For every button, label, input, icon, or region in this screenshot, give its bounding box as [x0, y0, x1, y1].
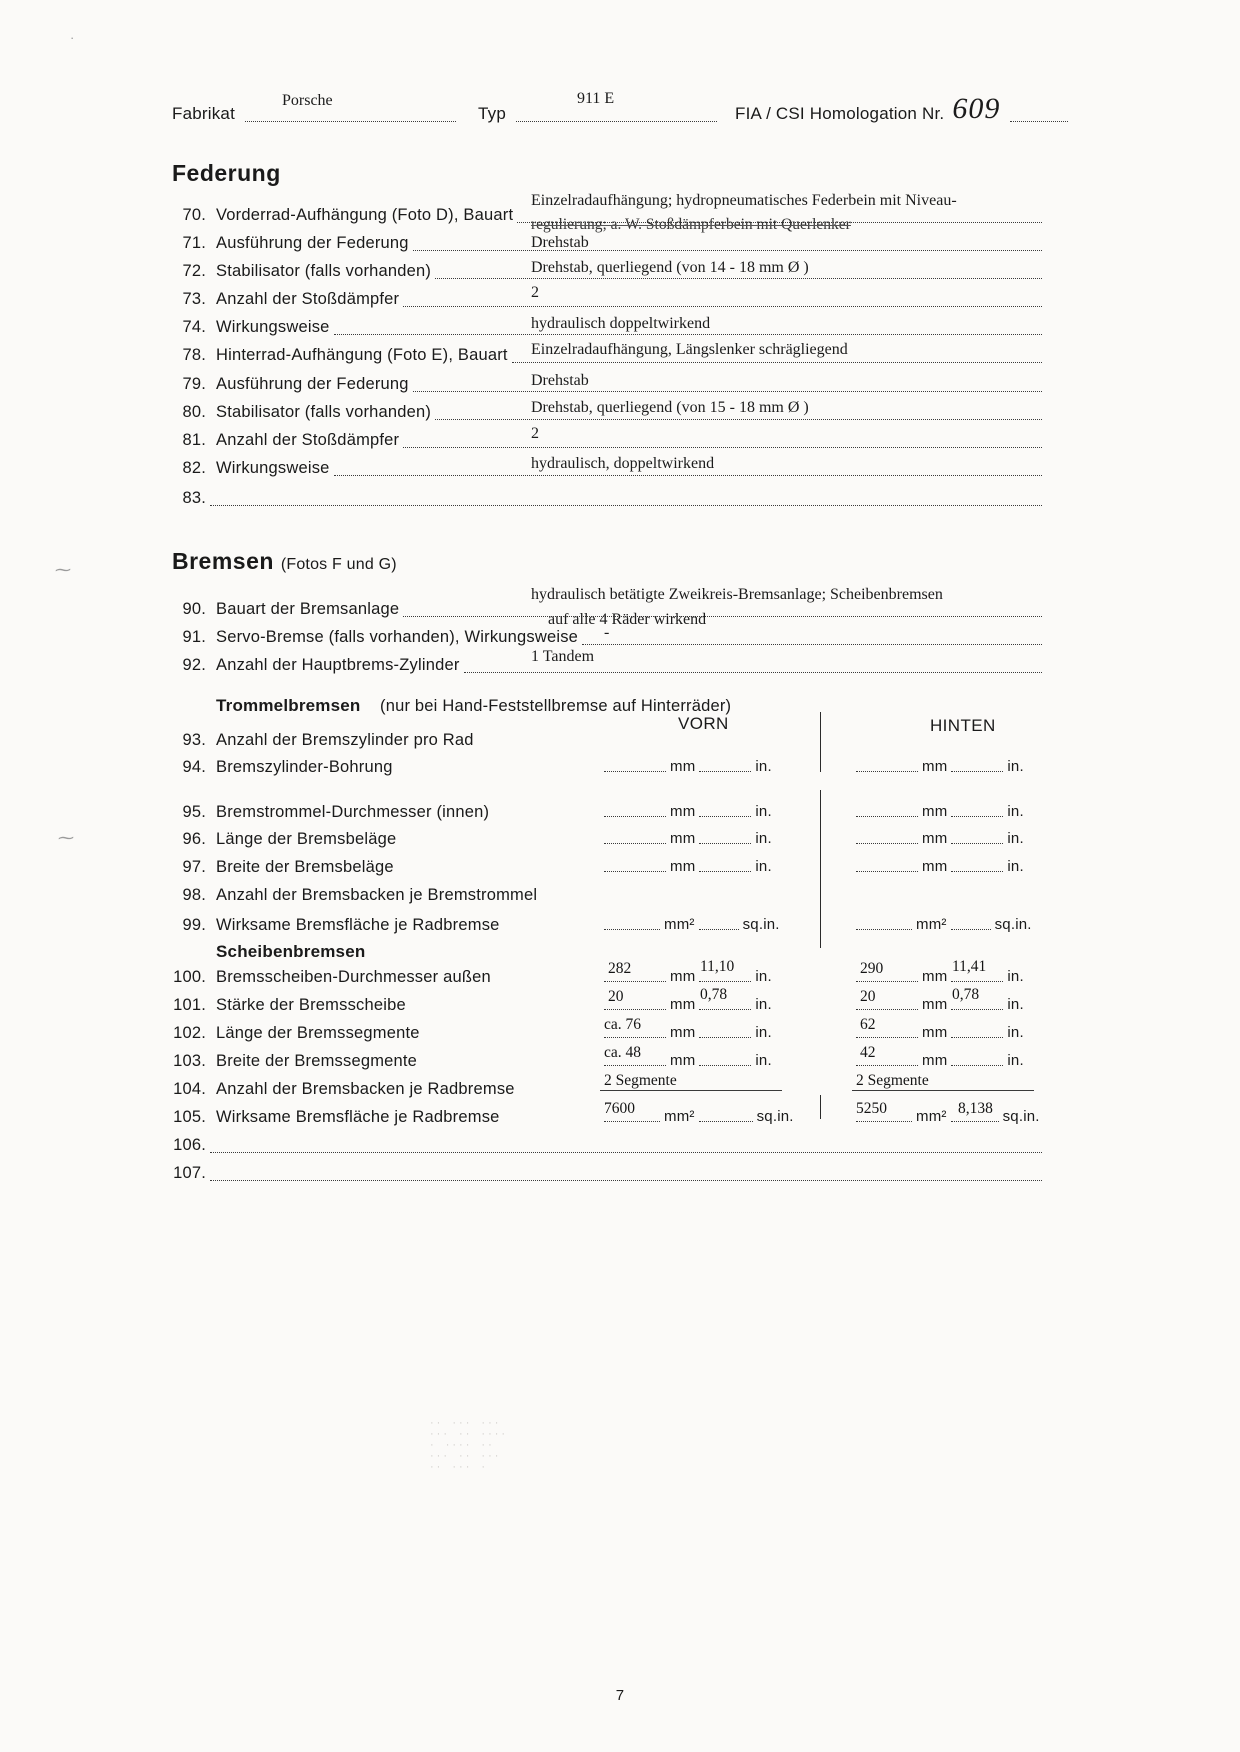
trommelbremsen-title: Trommelbremsen [216, 696, 361, 715]
row-94-unit-mm-rear: mm [922, 758, 948, 775]
row-107-number: 107. [173, 1164, 206, 1182]
row-100-unit-in-rear: in. [1007, 968, 1024, 985]
row-102-unit-mm-rear: mm [922, 1024, 948, 1041]
item-83 [172, 489, 1046, 510]
row-104-label: Anzahl der Bremsbacken je Radbremse [216, 1080, 515, 1098]
row-96-units-rear [856, 830, 1028, 848]
row-103-unit-in-rear: in. [1007, 1052, 1024, 1069]
row-99-unit-mm2-rear: mm² [916, 916, 947, 933]
row-97-units-front [604, 858, 776, 876]
page-speck-left-2: ⁓ [58, 830, 74, 847]
row-95-units-front [604, 803, 776, 821]
row-102-unit-in-front: in. [755, 1024, 772, 1041]
row-98 [172, 886, 537, 907]
item-71-number: 71. [182, 234, 206, 252]
row-97-unit-in-rear: in. [1007, 858, 1024, 875]
typ-field [506, 121, 721, 126]
row-104 [172, 1080, 515, 1101]
row-96-number: 96. [182, 830, 206, 848]
page-speck-left-1: ⁓ [55, 562, 71, 579]
row-94-units-rear [856, 758, 1028, 776]
item-81-value: 2 [531, 425, 539, 442]
item-79-value: Drehstab [531, 372, 589, 389]
item-70-label: Vorderrad-Aufhängung (Foto D), Bauart [216, 206, 514, 224]
row-102 [172, 1024, 420, 1045]
row-97-number: 97. [182, 858, 206, 876]
row-95-unit-in-rear: in. [1007, 803, 1024, 820]
item-81 [172, 431, 1046, 452]
page-speck-top: · [70, 30, 75, 45]
row-100-label: Bremsscheiben-Durchmesser außen [216, 968, 491, 986]
row-101-value-rear-in: 0,78 [952, 986, 980, 1003]
row-95-unit-mm-front: mm [670, 803, 696, 820]
column-divider-mid [820, 790, 821, 916]
typ-value: 911 E [577, 90, 615, 107]
typ-label: Typ [478, 104, 507, 123]
item-91-value: - [604, 624, 610, 641]
item-78-number: 78. [182, 346, 206, 364]
row-96-unit-in-front: in. [755, 830, 772, 847]
row-99-unit-sqin-rear: sq.in. [994, 916, 1032, 933]
row-105-unit-mm2-front: mm² [664, 1108, 695, 1125]
row-106 [172, 1136, 1046, 1157]
row-103-unit-mm-rear: mm [922, 1052, 948, 1069]
row-97 [172, 858, 394, 879]
row-98-label: Anzahl der Bremsbacken je Bremstrommel [216, 886, 538, 904]
row-103-number: 103. [173, 1052, 206, 1070]
row-104-number: 104. [173, 1080, 206, 1098]
item-80-value: Drehstab, querliegend (von 15 - 18 mm Ø ) [531, 399, 809, 416]
item-74-label: Wirkungsweise [216, 318, 330, 336]
row-99-unit-sqin-front: sq.in. [742, 916, 780, 933]
row-100-value-rear-in: 11,41 [952, 958, 987, 975]
row-100-value-rear-mm: 290 [860, 960, 884, 977]
row-99-label: Wirksame Bremsfläche je Radbremse [216, 916, 500, 934]
row-95-units-rear [856, 803, 1028, 821]
item-92 [172, 656, 1046, 677]
row-94-unit-in-rear: in. [1007, 758, 1024, 775]
row-103-unit-in-front: in. [755, 1052, 772, 1069]
row-96-unit-mm-front: mm [670, 830, 696, 847]
item-92-number: 92. [182, 656, 206, 674]
row-102-number: 102. [173, 1024, 206, 1042]
row-96-unit-mm-rear: mm [922, 830, 948, 847]
row-93-label: Anzahl der Bremszylinder pro Rad [216, 731, 474, 749]
homologation-number: 609 [952, 92, 1001, 125]
row-99-units-front [604, 916, 784, 934]
fabrikat-value: Porsche [282, 92, 333, 109]
item-91-number: 91. [182, 628, 206, 646]
item-73 [172, 290, 1046, 311]
row-93 [172, 731, 474, 752]
row-100-unit-mm-front: mm [670, 968, 696, 985]
item-92-label: Anzahl der Hauptbrems-Zylinder [216, 656, 460, 674]
bremsen-title-sub: (Fotos F und G) [280, 556, 397, 573]
row-105-number: 105. [173, 1108, 206, 1126]
item-92-value: 1 Tandem [531, 648, 595, 665]
row-107 [172, 1164, 1046, 1185]
page-number: 7 [615, 1687, 625, 1704]
item-71-value: Drehstab [531, 234, 589, 251]
row-101-units-rear [856, 996, 1028, 1014]
row-104-value-rear: 2 Segmente [856, 1072, 929, 1089]
page-watermark: ·· ··· ··· ··· ·· ···· · ···· ·· ··· ·· ··· ·· ··· · [430, 1418, 509, 1473]
row-101-unit-mm-front: mm [670, 996, 696, 1013]
row-95-label: Bremstrommel-Durchmesser (innen) [216, 803, 490, 821]
row-102-value-rear-mm: 62 [860, 1016, 876, 1033]
row-96-units-front [604, 830, 776, 848]
row-94-unit-mm-front: mm [670, 758, 696, 775]
row-105-value-front-mm2: 7600 [604, 1100, 635, 1117]
row-96-label: Länge der Bremsbeläge [216, 830, 397, 848]
row-97-unit-in-front: in. [755, 858, 772, 875]
row-101-value-rear-mm: 20 [860, 988, 876, 1005]
row-94-unit-in-front: in. [755, 758, 772, 775]
row-99-unit-mm2-front: mm² [664, 916, 695, 933]
row-101-unit-in-rear: in. [1007, 996, 1024, 1013]
row-101-units-front [604, 996, 776, 1014]
row-104-underline-rear [852, 1090, 1034, 1091]
row-94-label: Bremszylinder-Bohrung [216, 758, 393, 776]
column-header-rear: HINTEN [930, 716, 996, 735]
row-98-number: 98. [182, 886, 206, 904]
row-101 [172, 996, 406, 1017]
item-80-label: Stabilisator (falls vorhanden) [216, 403, 432, 421]
item-90-value-continuation: auf alle 4 Räder wirkend [548, 611, 707, 628]
item-70-struck-continuation: regulierung; a. W. Stoßdämpferbein mit Querlenker [531, 216, 851, 233]
item-82-number: 82. [182, 459, 206, 477]
row-103-label: Breite der Bremssegmente [216, 1052, 418, 1070]
fabrikat-label: Fabrikat [172, 104, 236, 123]
row-105-unit-mm2-rear: mm² [916, 1108, 947, 1125]
item-71 [172, 234, 1046, 255]
row-101-value-front-in: 0,78 [700, 986, 728, 1003]
section-title-federung: Federung [172, 160, 281, 186]
row-105-unit-sqin-rear: sq.in. [1002, 1108, 1040, 1125]
row-103-value-rear-mm: 42 [860, 1044, 876, 1061]
item-81-number: 81. [182, 431, 206, 449]
item-71-label: Ausführung der Federung [216, 234, 409, 252]
column-header-front: VORN [678, 714, 729, 733]
row-103-unit-mm-front: mm [670, 1052, 696, 1069]
row-101-value-front-mm: 20 [608, 988, 624, 1005]
row-100-value-front-in: 11,10 [700, 958, 735, 975]
trommelbremsen-note: (nur bei Hand-Feststellbremse auf Hinterräder) [380, 697, 732, 715]
row-102-unit-in-rear: in. [1007, 1024, 1024, 1041]
item-73-label: Anzahl der Stoßdämpfer [216, 290, 400, 308]
row-97-unit-mm-front: mm [670, 858, 696, 875]
row-99-number: 99. [182, 916, 206, 934]
row-105-value-rear-sqin: 8,138 [958, 1100, 993, 1117]
row-94-units-front [604, 758, 776, 776]
row-97-units-rear [856, 858, 1028, 876]
section-title-bremsen [172, 548, 397, 575]
row-95 [172, 803, 489, 824]
homologation-label: FIA / CSI Homologation Nr. [735, 104, 945, 123]
scheibenbremsen-title: Scheibenbremsen [216, 942, 366, 961]
item-73-value: 2 [531, 284, 539, 301]
item-74-value: hydraulisch doppeltwirkend [531, 315, 711, 332]
column-divider-top [820, 712, 821, 772]
item-70-value: Einzelradaufhängung; hydropneumatisches Federbein mit Niveau- [531, 192, 957, 209]
row-105 [172, 1108, 500, 1129]
column-divider-bottom [820, 1095, 821, 1119]
row-102-unit-mm-front: mm [670, 1024, 696, 1041]
item-78-value: Einzelradaufhängung, Längslenker schrägliegend [531, 341, 848, 358]
item-78-label: Hinterrad-Aufhängung (Foto E), Bauart [216, 346, 508, 364]
row-100-unit-in-front: in. [755, 968, 772, 985]
row-103-units-rear [856, 1052, 1028, 1070]
row-101-number: 101. [173, 996, 206, 1014]
row-102-units-rear [856, 1024, 1028, 1042]
row-99 [172, 916, 500, 937]
item-80-number: 80. [182, 403, 206, 421]
row-99-units-rear [856, 916, 1036, 934]
row-100 [172, 968, 491, 989]
item-82-value: hydraulisch, doppeltwirkend [531, 455, 715, 472]
row-95-unit-in-front: in. [755, 803, 772, 820]
row-95-number: 95. [182, 803, 206, 821]
row-104-underline-front [600, 1090, 782, 1091]
row-96 [172, 830, 396, 851]
row-103 [172, 1052, 417, 1073]
row-95-unit-mm-rear: mm [922, 803, 948, 820]
item-82-label: Wirkungsweise [216, 459, 330, 477]
row-102-label: Länge der Bremssegmente [216, 1024, 420, 1042]
item-90-label: Bauart der Bremsanlage [216, 600, 400, 618]
item-90-value: hydraulisch betätigte Zweikreis-Bremsanlage; Scheibenbremsen [531, 586, 943, 603]
row-97-unit-mm-rear: mm [922, 858, 948, 875]
column-divider-area [820, 912, 821, 948]
item-81-label: Anzahl der Stoßdämpfer [216, 431, 400, 449]
item-72-label: Stabilisator (falls vorhanden) [216, 262, 432, 280]
item-72-value: Drehstab, querliegend (von 14 - 18 mm Ø ) [531, 259, 809, 276]
item-79-label: Ausführung der Federung [216, 375, 409, 393]
row-105-unit-sqin-front: sq.in. [756, 1108, 794, 1125]
row-94-number: 94. [182, 758, 206, 776]
row-102-value-front-mm: ca. 76 [604, 1016, 642, 1033]
row-104-value-front: 2 Segmente [604, 1072, 677, 1089]
row-105-value-rear-mm2: 5250 [856, 1100, 887, 1117]
row-103-value-front-mm: ca. 48 [604, 1044, 642, 1061]
row-94 [172, 758, 393, 779]
row-105-label: Wirksame Bremsfläche je Radbremse [216, 1108, 500, 1126]
row-100-value-front-mm: 282 [608, 960, 632, 977]
row-93-number: 93. [182, 731, 206, 749]
item-91-label: Servo-Bremse (falls vorhanden), Wirkungsweise [216, 628, 579, 646]
item-74-number: 74. [182, 318, 206, 336]
fabrikat-field [235, 121, 460, 126]
bremsen-title-text: Bremsen [172, 548, 274, 574]
item-72-number: 72. [182, 262, 206, 280]
item-90-number: 90. [182, 600, 206, 618]
item-79 [172, 375, 1046, 396]
row-100-number: 100. [173, 968, 206, 986]
row-101-label: Stärke der Bremsscheibe [216, 996, 406, 1014]
row-100-unit-mm-rear: mm [922, 968, 948, 985]
row-101-unit-in-front: in. [755, 996, 772, 1013]
item-83-number: 83. [182, 489, 206, 507]
item-70-number: 70. [182, 206, 206, 224]
item-73-number: 73. [182, 290, 206, 308]
row-106-number: 106. [173, 1136, 206, 1154]
row-96-unit-in-rear: in. [1007, 830, 1024, 847]
item-79-number: 79. [182, 375, 206, 393]
row-101-unit-mm-rear: mm [922, 996, 948, 1013]
row-97-label: Breite der Bremsbeläge [216, 858, 394, 876]
